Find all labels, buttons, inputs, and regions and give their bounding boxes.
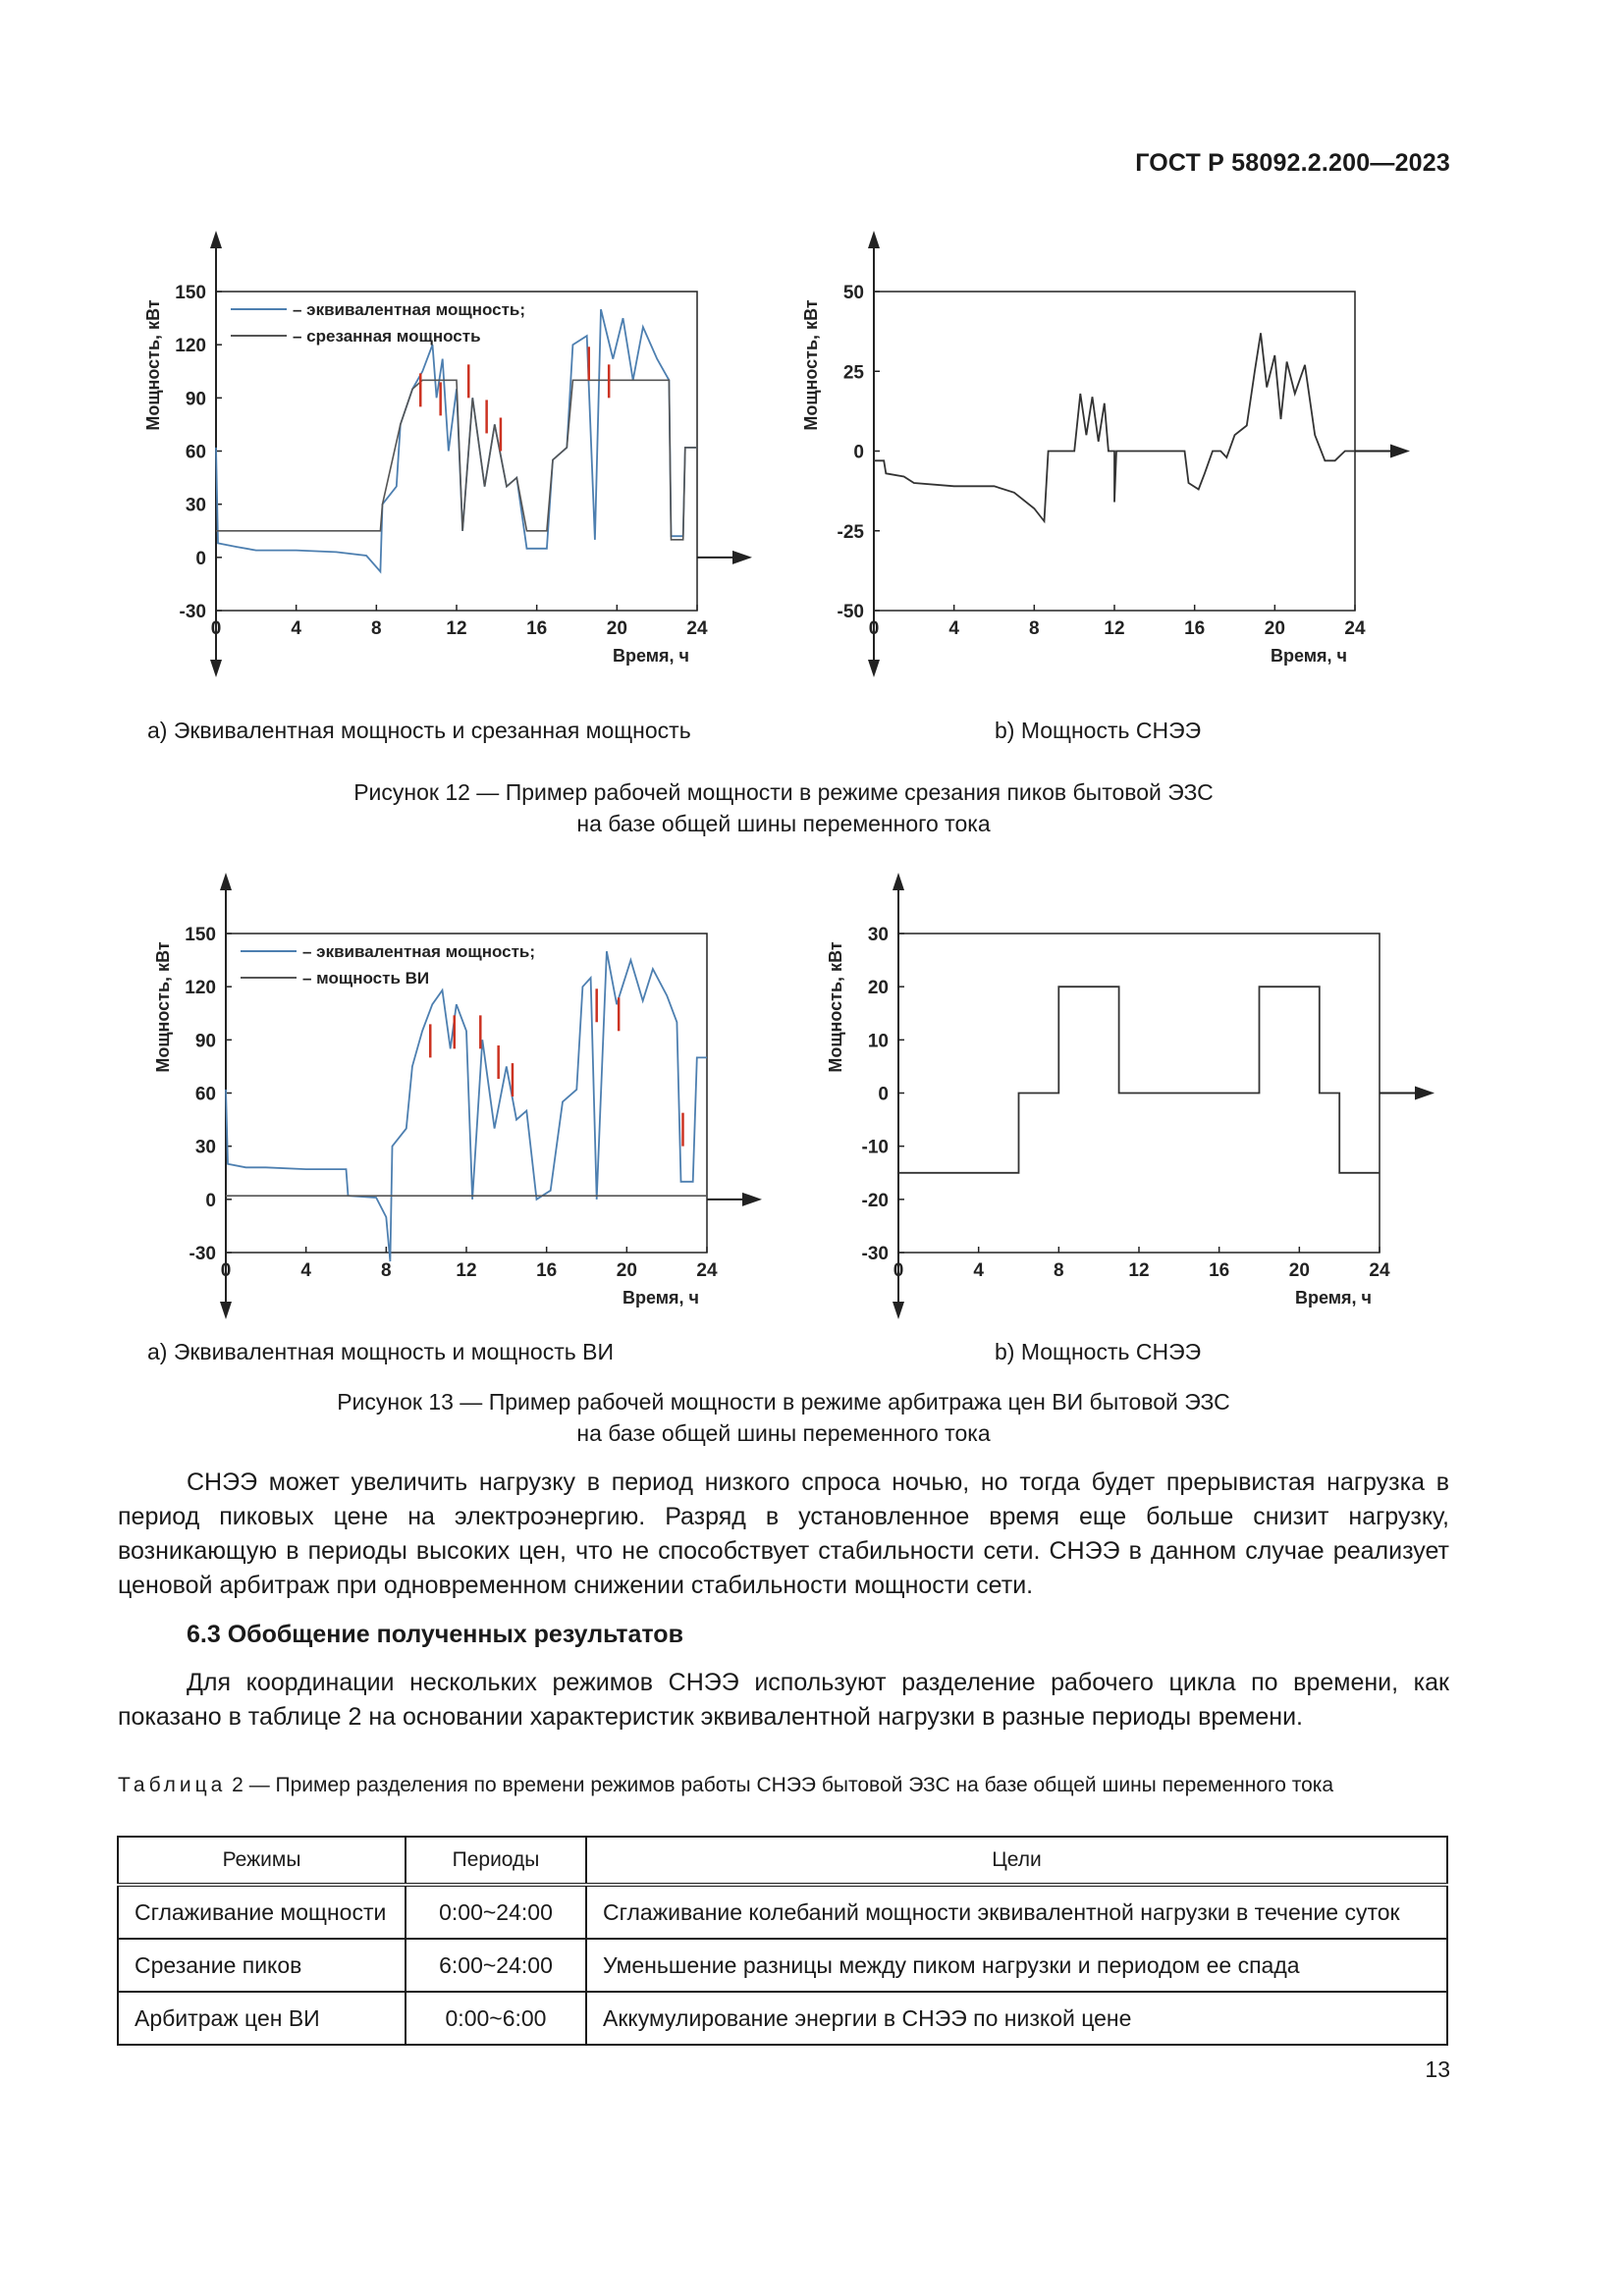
table-row [118,1885,1447,1939]
legend-label: – эквивалентная мощность; [302,942,536,961]
y-axis-arrow-down [893,1302,904,1319]
table-cell-period: 0:00~6:00 [406,1992,586,2045]
x-axis-label: Время, ч [1270,646,1347,666]
series-line [216,309,697,571]
y-tick-label: 30 [867,925,889,945]
y-tick-label: -50 [837,602,864,622]
table-cell-goal: Аккумулирование энергии в СНЭЭ по низкой цене [586,1992,1447,2045]
y-axis-label: Мощность, кВт [826,941,845,1073]
y-tick-label: 0 [853,442,864,463]
chart-fig12a [128,231,756,682]
x-tick-label: 16 [536,1260,558,1281]
plot-frame [226,934,707,1253]
zero-axis-arrow [1415,1087,1435,1100]
x-tick-label: 0 [868,618,880,639]
y-tick-label: -30 [861,1244,889,1264]
x-tick-label: 0 [893,1260,904,1281]
figure12-subcaption-a: а) Эквивалентная мощность и срезанная мощность [147,718,691,743]
y-tick-label: 60 [185,442,206,463]
figure12-subcaption-b: b) Мощность СНЭЭ [995,718,1202,743]
table-cell-period: 0:00~24:00 [406,1885,586,1939]
figure12-caption [118,776,1449,839]
table-header-periods: Периоды [406,1837,586,1885]
body-paragraph-1 [118,1466,1449,1603]
y-axis-arrow-up [893,873,904,890]
x-tick-label: 20 [616,1260,637,1281]
x-tick-label: 24 [1344,618,1366,639]
x-tick-label: 4 [291,618,301,639]
body-paragraph-2 [118,1666,1449,1735]
x-tick-label: 8 [381,1260,392,1281]
table-cell-mode: Арбитраж цен ВИ [118,1992,406,2045]
y-tick-label: 0 [205,1190,216,1211]
x-tick-label: 20 [1264,618,1285,639]
figure13-subcaption-a: а) Эквивалентная мощность и мощность ВИ [147,1339,615,1364]
x-tick-label: 20 [1288,1260,1310,1281]
y-axis-arrow-up [868,231,880,248]
section-heading-6-3: 6.3 Обобщение полученных результатов [187,1621,683,1648]
y-tick-label: 120 [175,336,206,357]
y-tick-label: 150 [175,283,206,303]
x-tick-label: 4 [948,618,959,639]
chart-fig12b [801,231,1434,682]
figure13-caption [118,1386,1449,1449]
table-cell-period: 6:00~24:00 [406,1939,586,1992]
x-tick-label: 16 [1209,1260,1230,1281]
table2 [117,1836,1448,2046]
table2-caption [118,1771,1449,1799]
x-tick-label: 0 [210,618,222,639]
y-tick-label: 60 [194,1084,216,1105]
x-tick-label: 16 [1184,618,1206,639]
y-tick-label: 0 [878,1084,889,1105]
x-axis-label: Время, ч [622,1288,699,1308]
y-axis-arrow-down [868,660,880,677]
paragraph-1-text: СНЭЭ может увеличить нагрузку в период низкого спроса ночью, но тогда будет прерывистая нагрузка в период пиковых цене на электроэнергию. Разряд в установленное время еще больше снизит нагрузку, возникающую в периоды высоких цен, что не способствует стабильности сети. СНЭЭ в данном случае реализует ценовой арбитраж при одновременном снижении стабильности мощности сети. [118,1468,1449,1599]
y-tick-label: -30 [179,602,206,622]
x-tick-label: 8 [371,618,382,639]
table-cell-mode: Сглаживание мощности [118,1885,406,1939]
x-tick-label: 4 [300,1260,311,1281]
x-axis-label: Время, ч [612,646,689,666]
x-tick-label: 24 [1369,1260,1390,1281]
paragraph-2-text: Для координации нескольких режимов СНЭЭ используют разделение рабочего цикла по времени, как показано в таблице 2 на основании характеристик эквивалентной нагрузки в разные периоды времени. [118,1669,1449,1731]
y-tick-label: 50 [842,283,864,303]
table-cell-goal: Уменьшение разницы между пиком нагрузки и периодом ее спада [586,1939,1447,1992]
document-code: ГОСТ Р 58092.2.200—2023 [1135,149,1450,177]
x-tick-label: 20 [606,618,627,639]
table-cell-mode: Срезание пиков [118,1939,406,1992]
table-header-row [118,1837,1447,1885]
table2-caption-text: 2 — Пример разделения по времени режимов работы СНЭЭ бытовой ЭЗС на базе общей шины переменного тока [226,1774,1334,1796]
y-tick-label: -30 [189,1244,216,1264]
y-tick-label: -20 [861,1190,889,1211]
x-tick-label: 12 [1104,618,1125,639]
y-axis-arrow-up [210,231,222,248]
y-tick-label: 30 [185,495,206,516]
figure12-caption-line2: на базе общей шины переменного тока [576,811,991,836]
table-row [118,1939,1447,1992]
x-tick-label: 12 [456,1260,477,1281]
y-tick-label: 120 [185,978,216,999]
y-tick-label: -25 [837,521,864,543]
x-axis-label: Время, ч [1294,1288,1372,1308]
chart-fig13b [815,872,1443,1323]
y-axis-arrow-down [210,660,222,677]
y-axis-arrow-down [220,1302,232,1319]
x-tick-label: 8 [1029,618,1040,639]
y-tick-label: 20 [867,978,889,999]
table2-caption-label: Таблица [118,1774,227,1796]
zero-axis-arrow [1390,445,1410,458]
x-tick-label: 12 [446,618,467,639]
x-tick-label: 0 [220,1260,232,1281]
y-axis-label: Мощность, кВт [153,941,173,1073]
figure12-caption-line1: Рисунок 12 — Пример рабочей мощности в режиме срезания пиков бытовой ЭЗС [353,779,1214,805]
zero-axis-arrow [732,551,752,564]
y-tick-label: 90 [194,1031,216,1052]
y-tick-label: 10 [867,1031,889,1052]
x-tick-label: 12 [1128,1260,1150,1281]
legend-label: – срезанная мощность [293,327,481,346]
chart-fig13a [137,872,766,1323]
y-tick-label: 30 [194,1137,216,1158]
y-tick-label: 90 [185,389,206,410]
y-tick-label: -10 [861,1137,889,1158]
y-tick-label: 0 [195,548,206,569]
figure13-subcaption-b: b) Мощность СНЭЭ [995,1339,1202,1364]
page-number: 13 [1425,2056,1450,2082]
table-cell-goal: Сглаживание колебаний мощности эквивалентной нагрузки в течение суток [586,1885,1447,1939]
x-tick-label: 8 [1054,1260,1064,1281]
series-line [898,987,1380,1173]
y-axis-label: Мощность, кВт [143,299,163,431]
zero-axis-arrow [742,1193,762,1206]
series-line [226,951,707,1261]
series-line [874,333,1355,521]
x-tick-label: 24 [686,618,708,639]
x-tick-label: 16 [526,618,548,639]
legend-label: – мощность ВИ [302,969,430,988]
y-tick-label: 25 [842,362,864,384]
table-header-modes: Режимы [118,1837,406,1885]
y-axis-arrow-up [220,873,232,890]
x-tick-label: 4 [973,1260,984,1281]
y-axis-label: Мощность, кВт [801,299,821,431]
y-tick-label: 150 [185,925,216,945]
x-tick-label: 24 [696,1260,718,1281]
legend-label: – эквивалентная мощность; [293,300,526,319]
table-header-goals: Цели [586,1837,1447,1885]
table-row [118,1992,1447,2045]
figure13-caption-line2: на базе общей шины переменного тока [576,1420,991,1446]
figure13-caption-line1: Рисунок 13 — Пример рабочей мощности в режиме арбитража цен ВИ бытовой ЭЗС [337,1389,1230,1415]
